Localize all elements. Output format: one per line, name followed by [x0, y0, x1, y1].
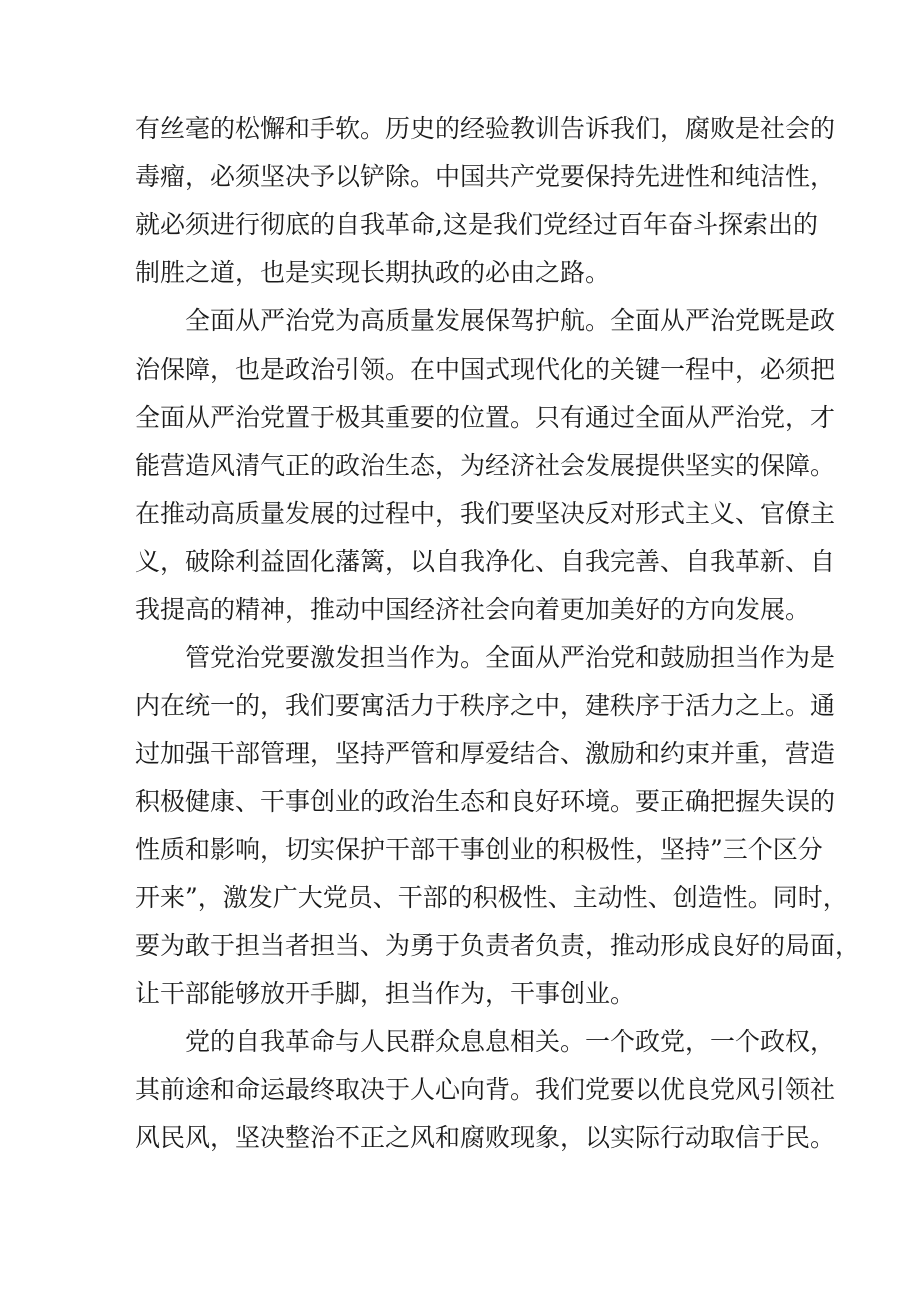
paragraph-line: 有丝毫的松懈和手软。历史的经验教训告诉我们，腐败是社会的 — [135, 114, 836, 143]
paragraph-line: 全面从严治党置于极其重要的位置。只有通过全面从严治党，才 — [135, 403, 836, 432]
paragraph-line: 内在统一的，我们要寓活力于秩序之中，建秩序于活力之上。通 — [135, 691, 836, 720]
paragraph-line: 管党治党要激发担当作为。全面从严治党和鼓励担当作为是 — [185, 643, 836, 672]
paragraph-line: 制胜之道，也是实现长期执政的必由之路。 — [135, 258, 611, 287]
paragraph-line: 风民风，坚决整治不正之风和腐败现象，以实际行动取信于民。 — [135, 1123, 836, 1152]
paragraph-line: 要为敢于担当者担当、为勇于负责者负责，推动形成良好的局面， — [135, 931, 861, 960]
paragraph-line: 其前途和命运最终取决于人心向背。我们党要以优良党风引领社 — [135, 1075, 836, 1104]
paragraph-line: 我提高的精神，推动中国经济社会向着更加美好的方向发展。 — [135, 595, 811, 624]
paragraph-line: 毒瘤，必须坚决予以铲除。中国共产党要保持先进性和纯洁性， — [135, 162, 836, 191]
paragraph-line: 让干部能够放开手脚，担当作为，干事创业。 — [135, 979, 636, 1008]
paragraph-line: 全面从严治党为高质量发展保驾护航。全面从严治党既是政 — [185, 306, 836, 335]
paragraph-line: 开来”，激发广大党员、干部的积极性、主动性、创造性。同时， — [135, 883, 848, 912]
paragraph-line: 能营造风清气正的政治生态，为经济社会发展提供坚实的保障。 — [135, 451, 836, 480]
paragraph-line: 治保障，也是政治引领。在中国式现代化的关键一程中，必须把 — [135, 355, 836, 384]
paragraph-line: 性质和影响，切实保护干部干事创业的积极性，坚持”三个区分 — [135, 835, 823, 864]
paragraph-line: 积极健康、干事创业的政治生态和良好环境。要正确把握失误的 — [135, 787, 836, 816]
paragraph-line: 义，破除利益固化藩篱，以自我净化、自我完善、自我革新、自 — [135, 547, 836, 576]
paragraph-line: 就必须进行彻底的自我革命,这是我们党经过百年奋斗探索出的 — [135, 210, 818, 239]
paragraph-line: 在推动高质量发展的过程中，我们要坚决反对形式主义、官僚主 — [135, 499, 836, 528]
paragraph-line: 过加强干部管理，坚持严管和厚爱结合、激励和约束并重，营造 — [135, 739, 836, 768]
paragraph-line: 党的自我革命与人民群众息息相关。一个政党，一个政权， — [185, 1027, 836, 1056]
